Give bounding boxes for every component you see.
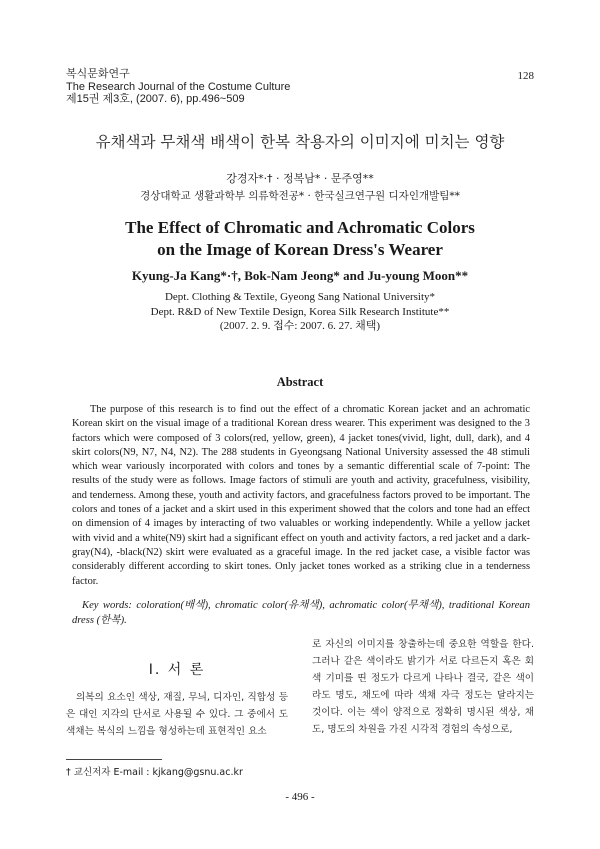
section-heading-introduction: Ⅰ. 서 론 — [148, 662, 206, 678]
title-english — [0, 217, 600, 261]
journal-name-en: The Research Journal of the Costume Culture — [66, 80, 291, 93]
intro-right-column — [312, 636, 534, 738]
abstract-body — [72, 403, 530, 589]
footnote-divider — [66, 759, 162, 760]
page-number-bottom: - 496 - — [285, 791, 315, 803]
title-english-line1: The Effect of Chromatic and Achromatic Colors — [125, 218, 475, 237]
affiliation-english — [0, 290, 600, 334]
keywords: Key words: coloration(배색), chromatic color(유채색), achromatic color(무채색), traditional Korean dress (한복). — [72, 600, 530, 626]
intro-left-paragraph: 의복의 요소인 색상, 재질, 무늬, 디자인, 직합성 등은 대인 지각의 단서로 사용될 수 있다. 그 중에서 도 색채는 복식의 느낌을 형성하는데 표현적인 요소 — [66, 692, 288, 737]
corresponding-author-footnote: † 교신저자 E-mail : kjkang@gsnu.ac.kr — [66, 767, 243, 778]
volume-info: 제15권 제3호, (2007. 6), pp.496~509 — [66, 93, 245, 105]
affiliation-korean: 경상대학교 생활과학부 의류학전공* · 한국실크연구원 디자인개발팀** — [140, 190, 460, 202]
page-number-top: 128 — [517, 70, 534, 82]
received-accepted-dates: (2007. 2. 9. 접수: 2007. 6. 27. 채택) — [219, 320, 381, 332]
abstract-heading: Abstract — [276, 375, 324, 389]
journal-name-ko: 복식문화연구 — [66, 68, 130, 80]
intro-left-column — [66, 689, 288, 740]
intro-right-paragraph: 로 자신의 이미지를 창출하는데 중요한 역할을 한다. 그러나 같은 색이라도 밝기가 서로 다르든지 혹은 회색 기미를 띤 정도가 다르게 나타나 결국, 같은 색이라도 명도, 채도에 따라 색채 자극 정도는 달라지는 것이다. 이는 색이 양적으로 정확히 명시된 색상, 채도, 명도의 차원을 가진 시각적 경험의 속성으로, — [312, 639, 534, 735]
authors-korean: 강경자*·† · 정복남* · 문주영** — [226, 172, 374, 185]
affiliation-line2: Dept. R&D of New Textile Design, Korea Silk Research Institute** — [150, 305, 450, 318]
abstract-text: The purpose of this research is to find out the effect of a chromatic Korean jacket and an achromatic Korean skirt on the visual image of a traditional Korean dress wearer. This experiment was designed to the 3 factors which were composed of 3 colors(red, yellow, green), 4 jacket tones(vivid, light, dull, dark), and 4 skirt colors(N9, N7, N4, N2). The 288 students in Gyeongsang National University assessed the 48 stimuli which wear variously incorporated with colors and tones by a semantic differential scale of 7-point: The results of the study were as follows. Image factors of stimuli are youth and activity, gracefulness, visibility, and tenderness. Among these, youth and activity factors, and gracefulness factors proved to be important. The colors and tones of a jacket and a skirt used in this experiment showed that the colors and tone had an effect on dimension of 4 images by interacting of two valuables or working independently. While a yellow jacket with vivid and a white(N9) skirt had a significant effect on youth and activity factors, a red jacket and a dark- gray(N4), -black(N2) skirt were evaluated as a graceful image. In the red jacket case, a visible factor was considerably different according to skirt tones. Only jacket tones worked as a striking clue in a tenderness factor. — [72, 404, 530, 587]
title-english-line2: on the Image of Korean Dress's Wearer — [157, 240, 443, 259]
title-korean: 유채색과 무채색 배색이 한복 착용자의 이미지에 미치는 영향 — [95, 133, 505, 151]
journal-header — [66, 68, 290, 106]
authors-english: Kyung-Ja Kang*·†, Bok-Nam Jeong* and Ju-young Moon** — [131, 268, 469, 283]
affiliation-line1: Dept. Clothing & Textile, Gyeong Sang National University* — [164, 291, 436, 303]
